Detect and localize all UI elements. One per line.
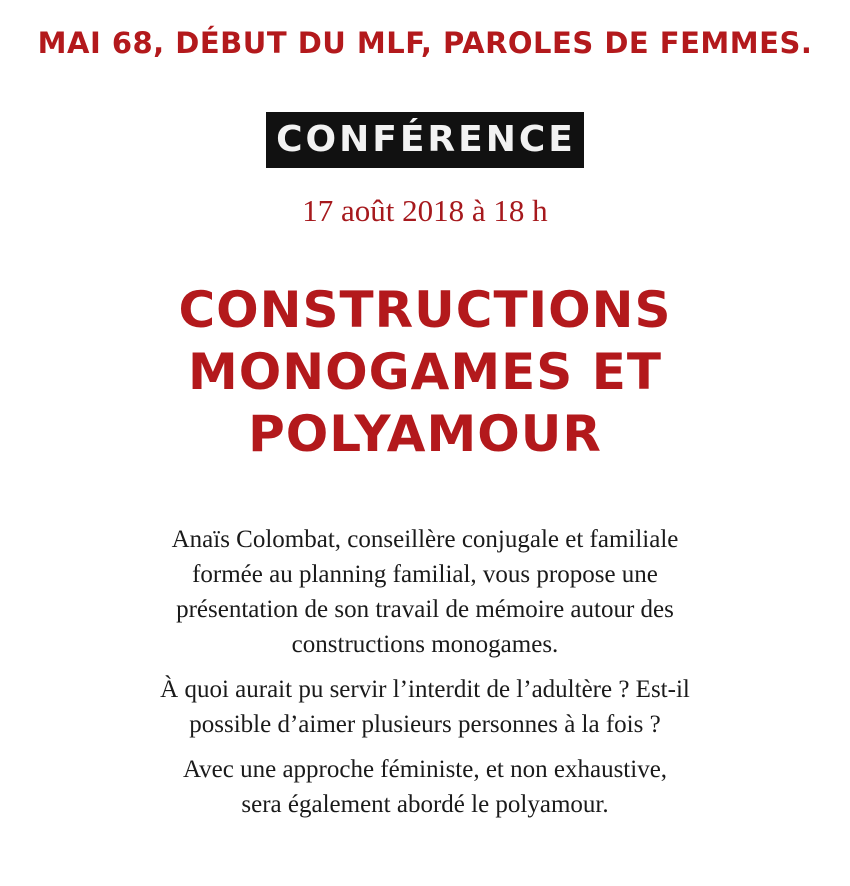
description-line: constructions monogames. — [291, 631, 559, 658]
description-line: formée au planning familial, vous propose une — [192, 561, 658, 588]
paragraph-spacer — [0, 662, 850, 672]
conference-badge: CONFÉRENCE — [266, 112, 584, 168]
paragraph-spacer — [0, 742, 850, 752]
conference-title — [0, 279, 850, 465]
description-line: présentation de son travail de mémoire autour des — [176, 596, 674, 623]
description — [0, 522, 850, 822]
event-date: 17 août 2018 à 18 h — [302, 193, 548, 228]
description-paragraph — [0, 752, 850, 822]
description-line: À quoi aurait pu servir l’interdit de l’adultère ? Est-il — [160, 676, 690, 703]
conference-title-line: CONSTRUCTIONS — [178, 281, 672, 339]
description-line: possible d’aimer plusieurs personnes à la fois ? — [189, 711, 661, 738]
badge-container — [0, 112, 850, 168]
series-title: MAI 68, DÉBUT DU MLF, PAROLES DE FEMMES. — [37, 26, 813, 60]
description-paragraph — [0, 522, 850, 662]
description-paragraph — [0, 672, 850, 742]
description-line: Anaïs Colombat, conseillère conjugale et familiale — [171, 526, 679, 553]
conference-title-line: POLYAMOUR — [248, 405, 602, 463]
description-line: sera également abordé le polyamour. — [241, 791, 609, 818]
conference-title-line: MONOGAMES ET — [188, 343, 662, 401]
description-line: Avec une approche féministe, et non exhaustive, — [182, 756, 668, 783]
